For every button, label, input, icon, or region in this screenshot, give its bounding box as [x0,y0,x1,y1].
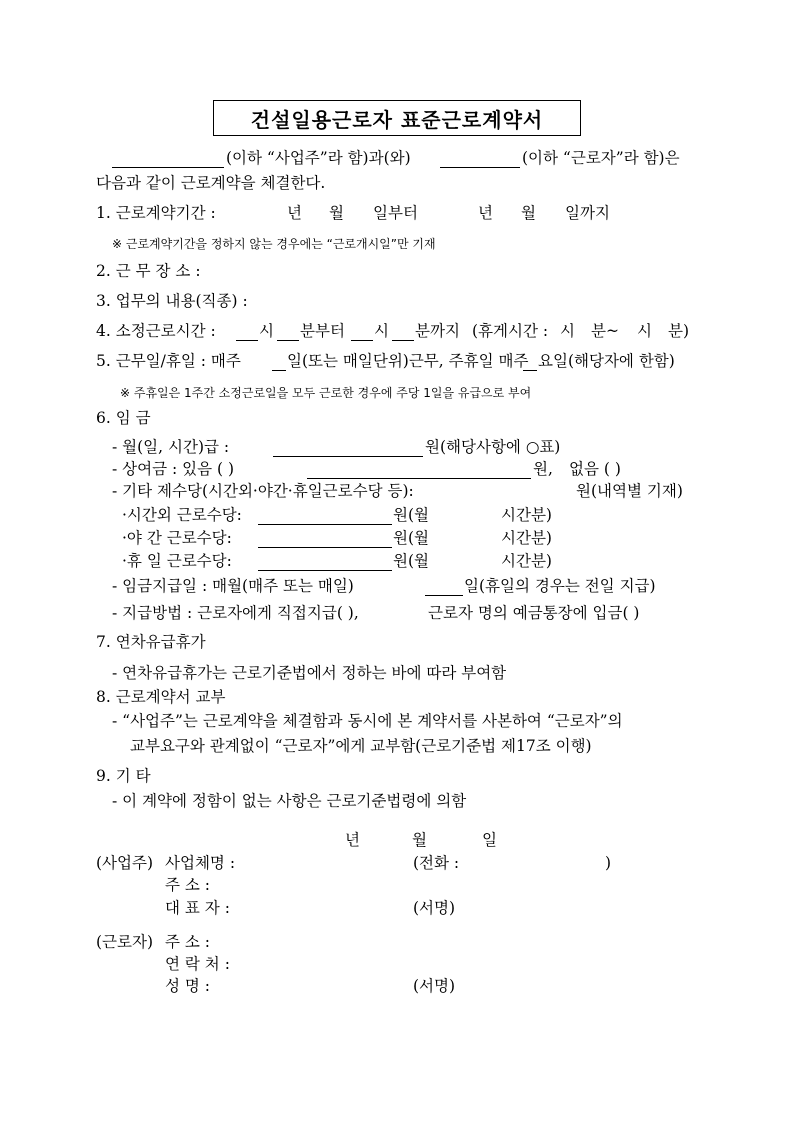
delivery-line1: - “사업주”는 근로계약을 체결함과 동시에 본 계약서를 사본하여 “근로자”의 [112,712,623,730]
hours-label: 4. 소정근로시간 : [96,322,216,340]
allowance-item-won: 원(월 [393,506,429,524]
employer-signature[interactable]: (서명) [413,899,456,917]
allowance-item-unit: 시간분) [501,529,552,547]
employer-rep-label: 대 표 자 : [165,899,230,917]
intro-employee-text: (이하 “근로자”라 함)은 [522,149,680,167]
allowance-item-won: 원(월 [393,529,429,547]
allowance-item-unit: 시간분) [501,506,552,524]
hours-m1: 분부터 [300,322,345,340]
hours-start-hour-blank[interactable] [236,340,258,341]
allowance-item-blank[interactable] [258,547,392,548]
date-day: 일 [482,831,497,849]
bonus-none: 없음 ( ) [569,460,621,478]
intro-employer-text: (이하 “사업주”라 함)과(와) [226,149,411,167]
payday-label: - 임금지급일 : 매월(매주 또는 매일) [112,577,354,595]
period-note: ※ 근로계약기간을 정하지 않는 경우에는 “근로개시일”만 기재 [112,237,436,251]
others-text: - 이 계약에 정함이 없는 사항은 근로기준법령에 의함 [112,792,467,810]
hours-end-hour-blank[interactable] [351,340,373,341]
employer-phone-close: ) [605,854,612,872]
document-title: 건설일용근로자 표준근로계약서 [213,100,581,136]
delivery-label: 8. 근로계약서 교부 [96,688,226,706]
monthly-wage-label: - 월(일, 시간)급 : [112,438,230,456]
hours-m2: 분까지 [415,322,460,340]
break-m2: 분) [668,322,690,340]
wage-label: 6. 임 금 [96,409,151,427]
employee-tag: (근로자) [96,933,154,951]
date-month: 월 [412,831,427,849]
break-m1: 분~ [591,322,619,340]
hours-h2: 시 [374,322,389,340]
weekly-holiday-blank[interactable] [523,370,537,371]
period-from-year: 년 [287,204,302,222]
employee-contact-label: 연 락 처 : [165,955,230,973]
leave-label: 7. 연차유급휴가 [96,633,206,651]
allowance-item: ·시간외 근로수당: [122,506,242,524]
bonus-won: 원, [533,460,553,478]
period-to-year: 년 [478,204,493,222]
period-label: 1. 근로계약기간 : [96,204,216,222]
allowance-item: ·야 간 근로수당: [122,529,232,547]
payment-method-direct: - 지급방법 : 근로자에게 직접지급( ), [112,604,359,622]
date-year: 년 [345,831,360,849]
workplace-label: 2. 근 무 장 소 : [96,262,201,280]
duties-label: 3. 업무의 내용(직종) : [96,292,248,310]
workdays-count-blank[interactable] [272,370,286,371]
allowance-suffix: 원(내역별 기재) [576,482,683,500]
workdays-part2: 일(또는 매일단위)근무, 주휴일 매주 [287,352,529,370]
break-h1: 시 [560,322,575,340]
payday-suffix: 일(휴일의 경우는 전일 지급) [464,577,656,595]
employee-address-label: 주 소 : [165,933,211,951]
employee-name-blank[interactable] [440,167,520,168]
delivery-line2: 교부요구와 관계없이 “근로자”에게 교부함(근로기준법 제17조 이행) [130,737,592,755]
bonus-amount-blank[interactable] [307,478,531,479]
allowance-item-blank[interactable] [258,524,392,525]
bonus-label: - 상여금 : 있음 ( ) [112,460,235,478]
payment-method-deposit: 근로자 명의 예금통장에 입금( ) [428,604,640,622]
period-to-month: 월 [521,204,536,222]
employer-name-blank[interactable] [112,167,224,168]
employer-tag: (사업주) [96,854,154,872]
monthly-wage-blank[interactable] [273,456,423,457]
others-label: 9. 기 타 [96,767,151,785]
employee-name-label: 성 명 : [165,977,211,995]
break-h2: 시 [637,322,652,340]
allowance-item-unit: 시간분) [501,552,552,570]
period-from-month: 월 [329,204,344,222]
monthly-wage-suffix: 원(해당사항에 ○표) [425,438,561,456]
intro-line2: 다음과 같이 근로계약을 체결한다. [96,174,326,192]
employee-signature[interactable]: (서명) [413,977,456,995]
leave-text: - 연차유급휴가는 근로기준법에서 정하는 바에 따라 부여함 [112,664,507,682]
employer-phone-label: (전화 : [413,854,460,872]
hours-start-min-blank[interactable] [277,340,299,341]
hours-end-min-blank[interactable] [392,340,414,341]
period-to-day: 일까지 [565,204,610,222]
employer-address-label: 주 소 : [165,876,211,894]
payday-blank[interactable] [425,595,463,596]
period-from-day: 일부터 [373,204,418,222]
allowance-item-won: 원(월 [393,552,429,570]
hours-h1: 시 [259,322,274,340]
workdays-label: 5. 근무일/휴일 : 매주 [96,352,241,370]
allowance-item-blank[interactable] [258,570,392,571]
workdays-note: ※ 주휴일은 1주간 소정근로일을 모두 근로한 경우에 주당 1일을 유급으로 부여 [120,386,532,400]
workdays-part3: 요일(해당자에 한함) [538,352,675,370]
employer-company-label: 사업체명 : [165,854,236,872]
break-label: (휴게시간 : [472,322,549,340]
allowance-label: - 기타 제수당(시간외·야간·휴일근로수당 등): [112,482,414,500]
allowance-item: ·휴 일 근로수당: [122,552,232,570]
